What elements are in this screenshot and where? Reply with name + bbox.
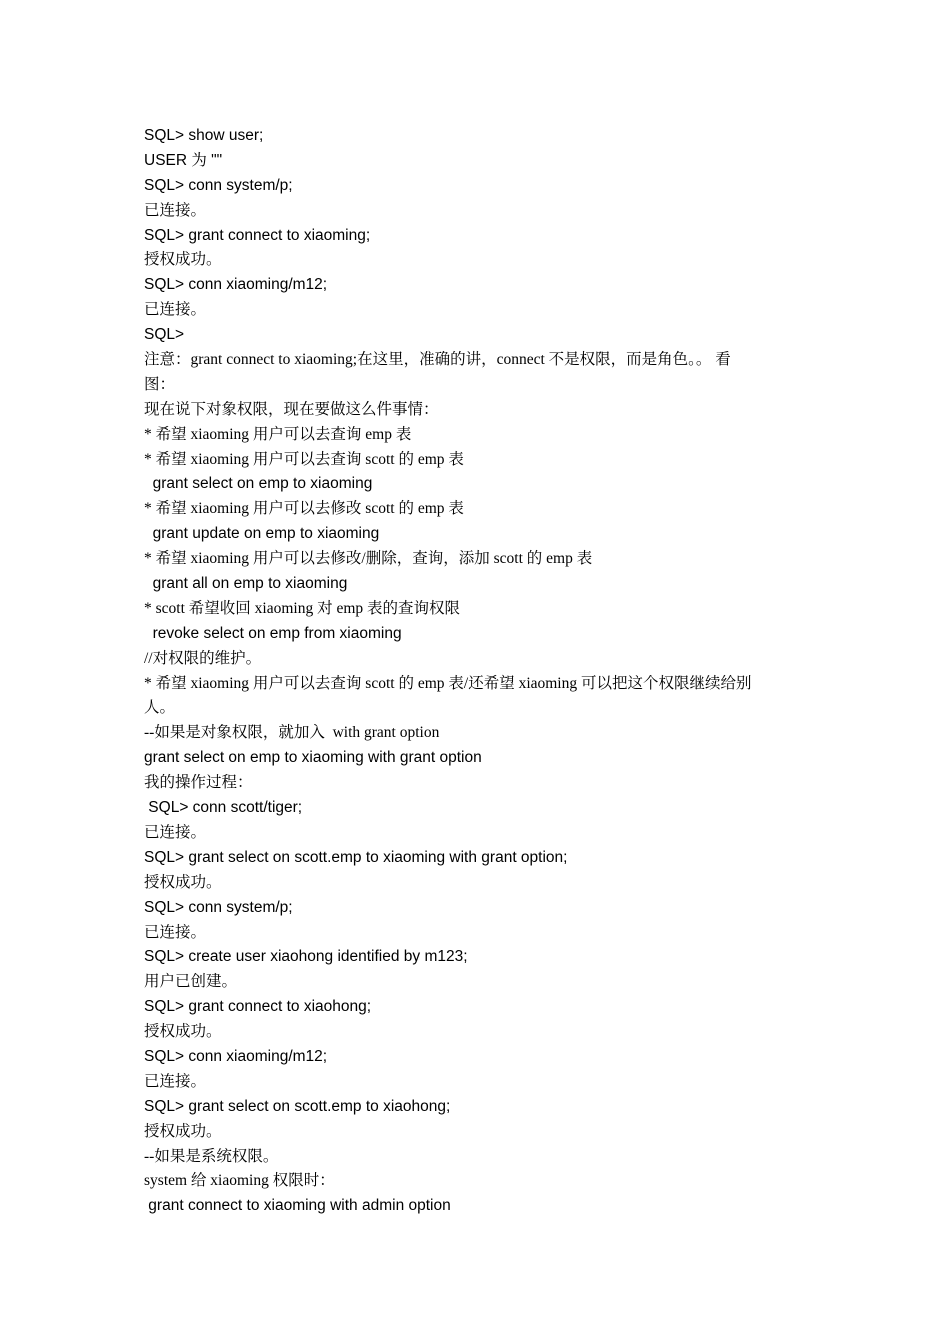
document-body [144, 124, 799, 1219]
document-line: 图： [144, 375, 176, 393]
document-line: SQL> show user; [144, 127, 264, 144]
document-line: --如果是系统权限。 [144, 1147, 279, 1165]
document-line: revoke select on emp from xiaoming [144, 624, 402, 642]
document-line: 注意：grant connect to xiaoming;在这里，准确的讲，connect 不是权限，而是角色。。 看 [144, 351, 731, 369]
document-line: 已连接。 [144, 201, 207, 219]
document-line: 已连接。 [144, 823, 207, 841]
document-line: SQL> grant connect to xiaoming; [144, 226, 371, 244]
document-line: //对权限的维护。 [144, 649, 262, 667]
document-line: 授权成功。 [144, 873, 222, 891]
document-line: 授权成功。 [144, 251, 222, 269]
document-line: grant select on emp to xiaoming with grant option [144, 749, 482, 767]
document-line: 人。 [144, 699, 176, 717]
document-line: * 希望 xiaoming 用户可以去查询 emp 表 [144, 425, 412, 443]
document-line: SQL> conn xiaoming/m12; [144, 1047, 328, 1065]
document-line: 已连接。 [144, 301, 207, 319]
document-line: SQL> [144, 326, 185, 344]
document-line: grant all on emp to xiaoming [144, 575, 348, 593]
document-line: 我的操作过程： [144, 774, 253, 792]
document-line: 已连接。 [144, 923, 207, 941]
document-line: 现在说下对象权限，现在要做这么件事情： [144, 400, 439, 418]
document-line: grant update on emp to xiaoming [144, 525, 380, 543]
document-line: 授权成功。 [144, 1023, 222, 1041]
document-line: system 给 xiaoming 权限时： [144, 1172, 335, 1190]
document-line: SQL> create user xiaohong identified by m123; [144, 948, 468, 966]
document-line: grant select on emp to xiaoming [144, 475, 373, 493]
document-line: * 希望 xiaoming 用户可以去修改 scott 的 emp 表 [144, 500, 464, 518]
document-line: SQL> conn scott/tiger; [144, 799, 303, 817]
document-line: 用户已创建。 [144, 973, 238, 991]
document-line: SQL> conn xiaoming/m12; [144, 276, 328, 294]
document-line: SQL> grant select on scott.emp to xiaohong; [144, 1097, 451, 1115]
document-line: 已连接。 [144, 1072, 207, 1090]
document-line: 授权成功。 [144, 1122, 222, 1140]
document-line: * 希望 xiaoming 用户可以去修改/删除，查询，添加 scott 的 emp 表 [144, 550, 593, 568]
document-line: SQL> grant connect to xiaohong; [144, 998, 372, 1016]
document-line: --如果是对象权限，就加入 with grant option [144, 724, 440, 742]
document-line: * scott 希望收回 xiaoming 对 emp 表的查询权限 [144, 599, 461, 617]
document-line: SQL> conn system/p; [144, 176, 293, 194]
document-line: SQL> grant select on scott.emp to xiaoming with grant option; [144, 848, 568, 866]
document-line: SQL> conn system/p; [144, 898, 293, 916]
document-line: USER 为 "" [144, 151, 223, 169]
document-line: * 希望 xiaoming 用户可以去查询 scott 的 emp 表/还希望 xiaoming 可以把这个权限继续给别 [144, 674, 752, 692]
document-line: * 希望 xiaoming 用户可以去查询 scott 的 emp 表 [144, 450, 464, 468]
document-line: grant connect to xiaoming with admin option [144, 1197, 451, 1215]
